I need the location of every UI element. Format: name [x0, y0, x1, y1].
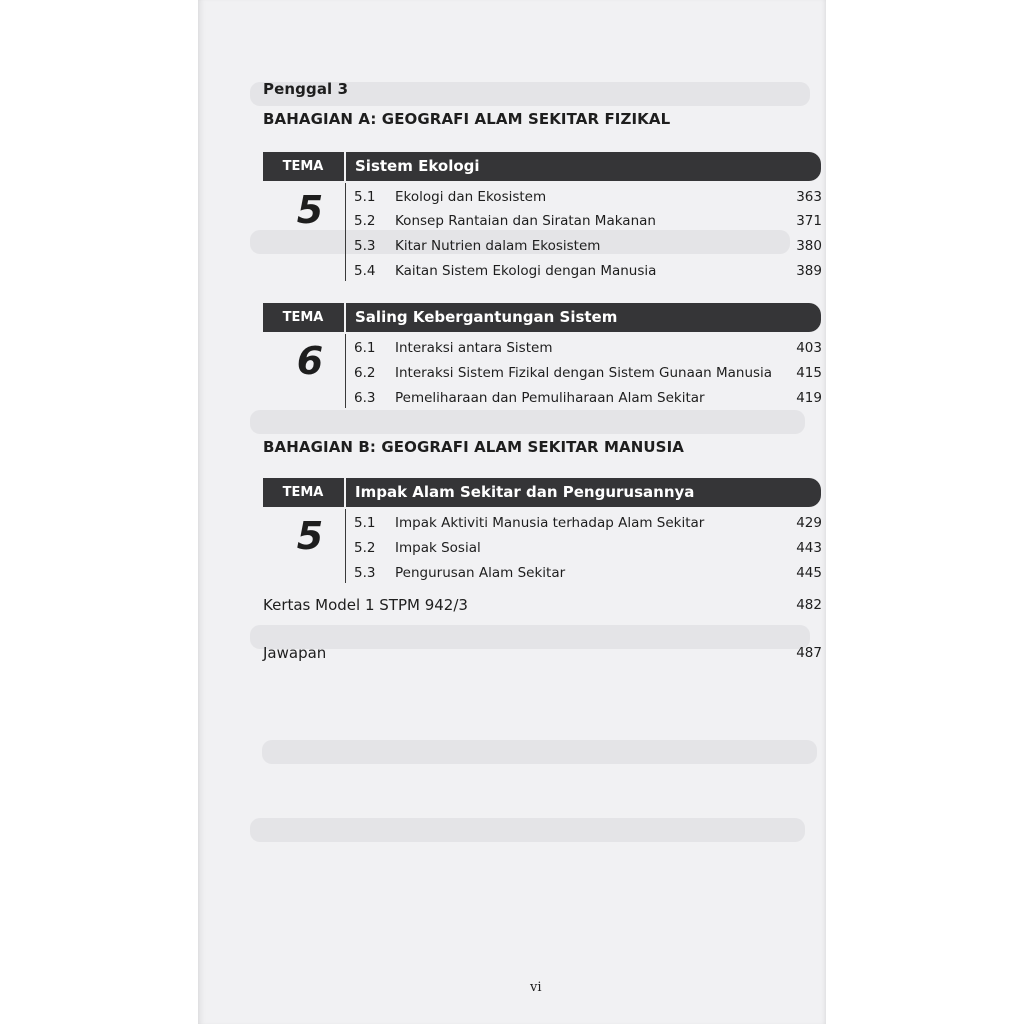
- entry-page: 419: [796, 390, 822, 406]
- entry-title: Kitar Nutrien dalam Ekosistem: [395, 238, 601, 254]
- toc-extra-entry[interactable]: [263, 642, 822, 664]
- toc-extra-entry[interactable]: [263, 594, 822, 616]
- theme-number: 5: [296, 188, 324, 232]
- entry-number: 6.1: [354, 340, 376, 356]
- entry-page: 363: [796, 189, 822, 205]
- page-number: vi: [530, 980, 542, 995]
- theme-bar: [263, 303, 821, 332]
- extra-page: 487: [796, 645, 822, 661]
- entry-number: 6.3: [354, 390, 376, 406]
- theme-number: 5: [296, 514, 324, 558]
- entry-page: 429: [796, 515, 822, 531]
- extra-title: Jawapan: [263, 644, 327, 662]
- theme-bar: [263, 478, 821, 507]
- entry-page: 445: [796, 565, 822, 581]
- bar-divider: [344, 152, 346, 181]
- theme-title: Saling Kebergantungan Sistem: [355, 308, 618, 326]
- theme-rule: [345, 183, 346, 281]
- penggal-heading: Penggal 3: [263, 80, 349, 98]
- entry-number: 6.2: [354, 365, 376, 381]
- entry-number: 5.3: [354, 565, 376, 581]
- theme-rule: [345, 509, 346, 583]
- toc-entry[interactable]: [354, 537, 822, 559]
- entry-title: Konsep Rantaian dan Siratan Makanan: [395, 213, 656, 229]
- entry-page: 443: [796, 540, 822, 556]
- theme-label: TEMA: [282, 310, 324, 325]
- theme-title: Sistem Ekologi: [355, 157, 480, 175]
- entry-title: Impak Aktiviti Manusia terhadap Alam Sekitar: [395, 515, 705, 531]
- theme-bar: [263, 152, 821, 181]
- entry-title: Ekologi dan Ekosistem: [395, 189, 547, 205]
- entry-number: 5.2: [354, 540, 376, 556]
- toc-entry[interactable]: [354, 235, 822, 257]
- entry-title: Impak Sosial: [395, 540, 481, 556]
- entry-number: 5.2: [354, 213, 376, 229]
- bar-divider: [344, 303, 346, 332]
- show-through-band: [262, 740, 817, 764]
- entry-title: Kaitan Sistem Ekologi dengan Manusia: [395, 263, 657, 279]
- entry-page: 380: [796, 238, 822, 254]
- entry-page: 389: [796, 263, 822, 279]
- theme-number: 6: [296, 339, 324, 383]
- show-through-band: [250, 818, 805, 842]
- entry-number: 5.4: [354, 263, 376, 279]
- entry-title: Pengurusan Alam Sekitar: [395, 565, 566, 581]
- toc-entry[interactable]: [354, 562, 822, 584]
- entry-page: 371: [796, 213, 822, 229]
- theme-rule: [345, 334, 346, 408]
- entry-number: 5.3: [354, 238, 376, 254]
- toc-entry[interactable]: [354, 210, 822, 232]
- extra-page: 482: [796, 597, 822, 613]
- extra-title: Kertas Model 1 STPM 942/3: [263, 596, 468, 614]
- entry-page: 403: [796, 340, 822, 356]
- show-through-band: [250, 410, 805, 434]
- theme-label: TEMA: [282, 485, 324, 500]
- toc-entry[interactable]: [354, 186, 822, 208]
- entry-title: Interaksi Sistem Fizikal dengan Sistem Gunaan Manusia: [395, 365, 773, 381]
- bar-divider: [344, 478, 346, 507]
- toc-entry[interactable]: [354, 387, 822, 409]
- theme-title: Impak Alam Sekitar dan Pengurusannya: [355, 483, 695, 501]
- entry-number: 5.1: [354, 515, 376, 531]
- entry-page: 415: [796, 365, 822, 381]
- entry-title: Interaksi antara Sistem: [395, 340, 553, 356]
- part-a-heading: BAHAGIAN A: GEOGRAFI ALAM SEKITAR FIZIKAL: [263, 110, 671, 128]
- entry-number: 5.1: [354, 189, 376, 205]
- theme-label: TEMA: [282, 159, 324, 174]
- part-b-heading: BAHAGIAN B: GEOGRAFI ALAM SEKITAR MANUSIA: [263, 438, 684, 456]
- toc-entry[interactable]: [354, 362, 822, 384]
- toc-entry[interactable]: [354, 260, 822, 282]
- entry-title: Pemeliharaan dan Pemuliharaan Alam Sekitar: [395, 390, 705, 406]
- toc-entry[interactable]: [354, 512, 822, 534]
- toc-entry[interactable]: [354, 337, 822, 359]
